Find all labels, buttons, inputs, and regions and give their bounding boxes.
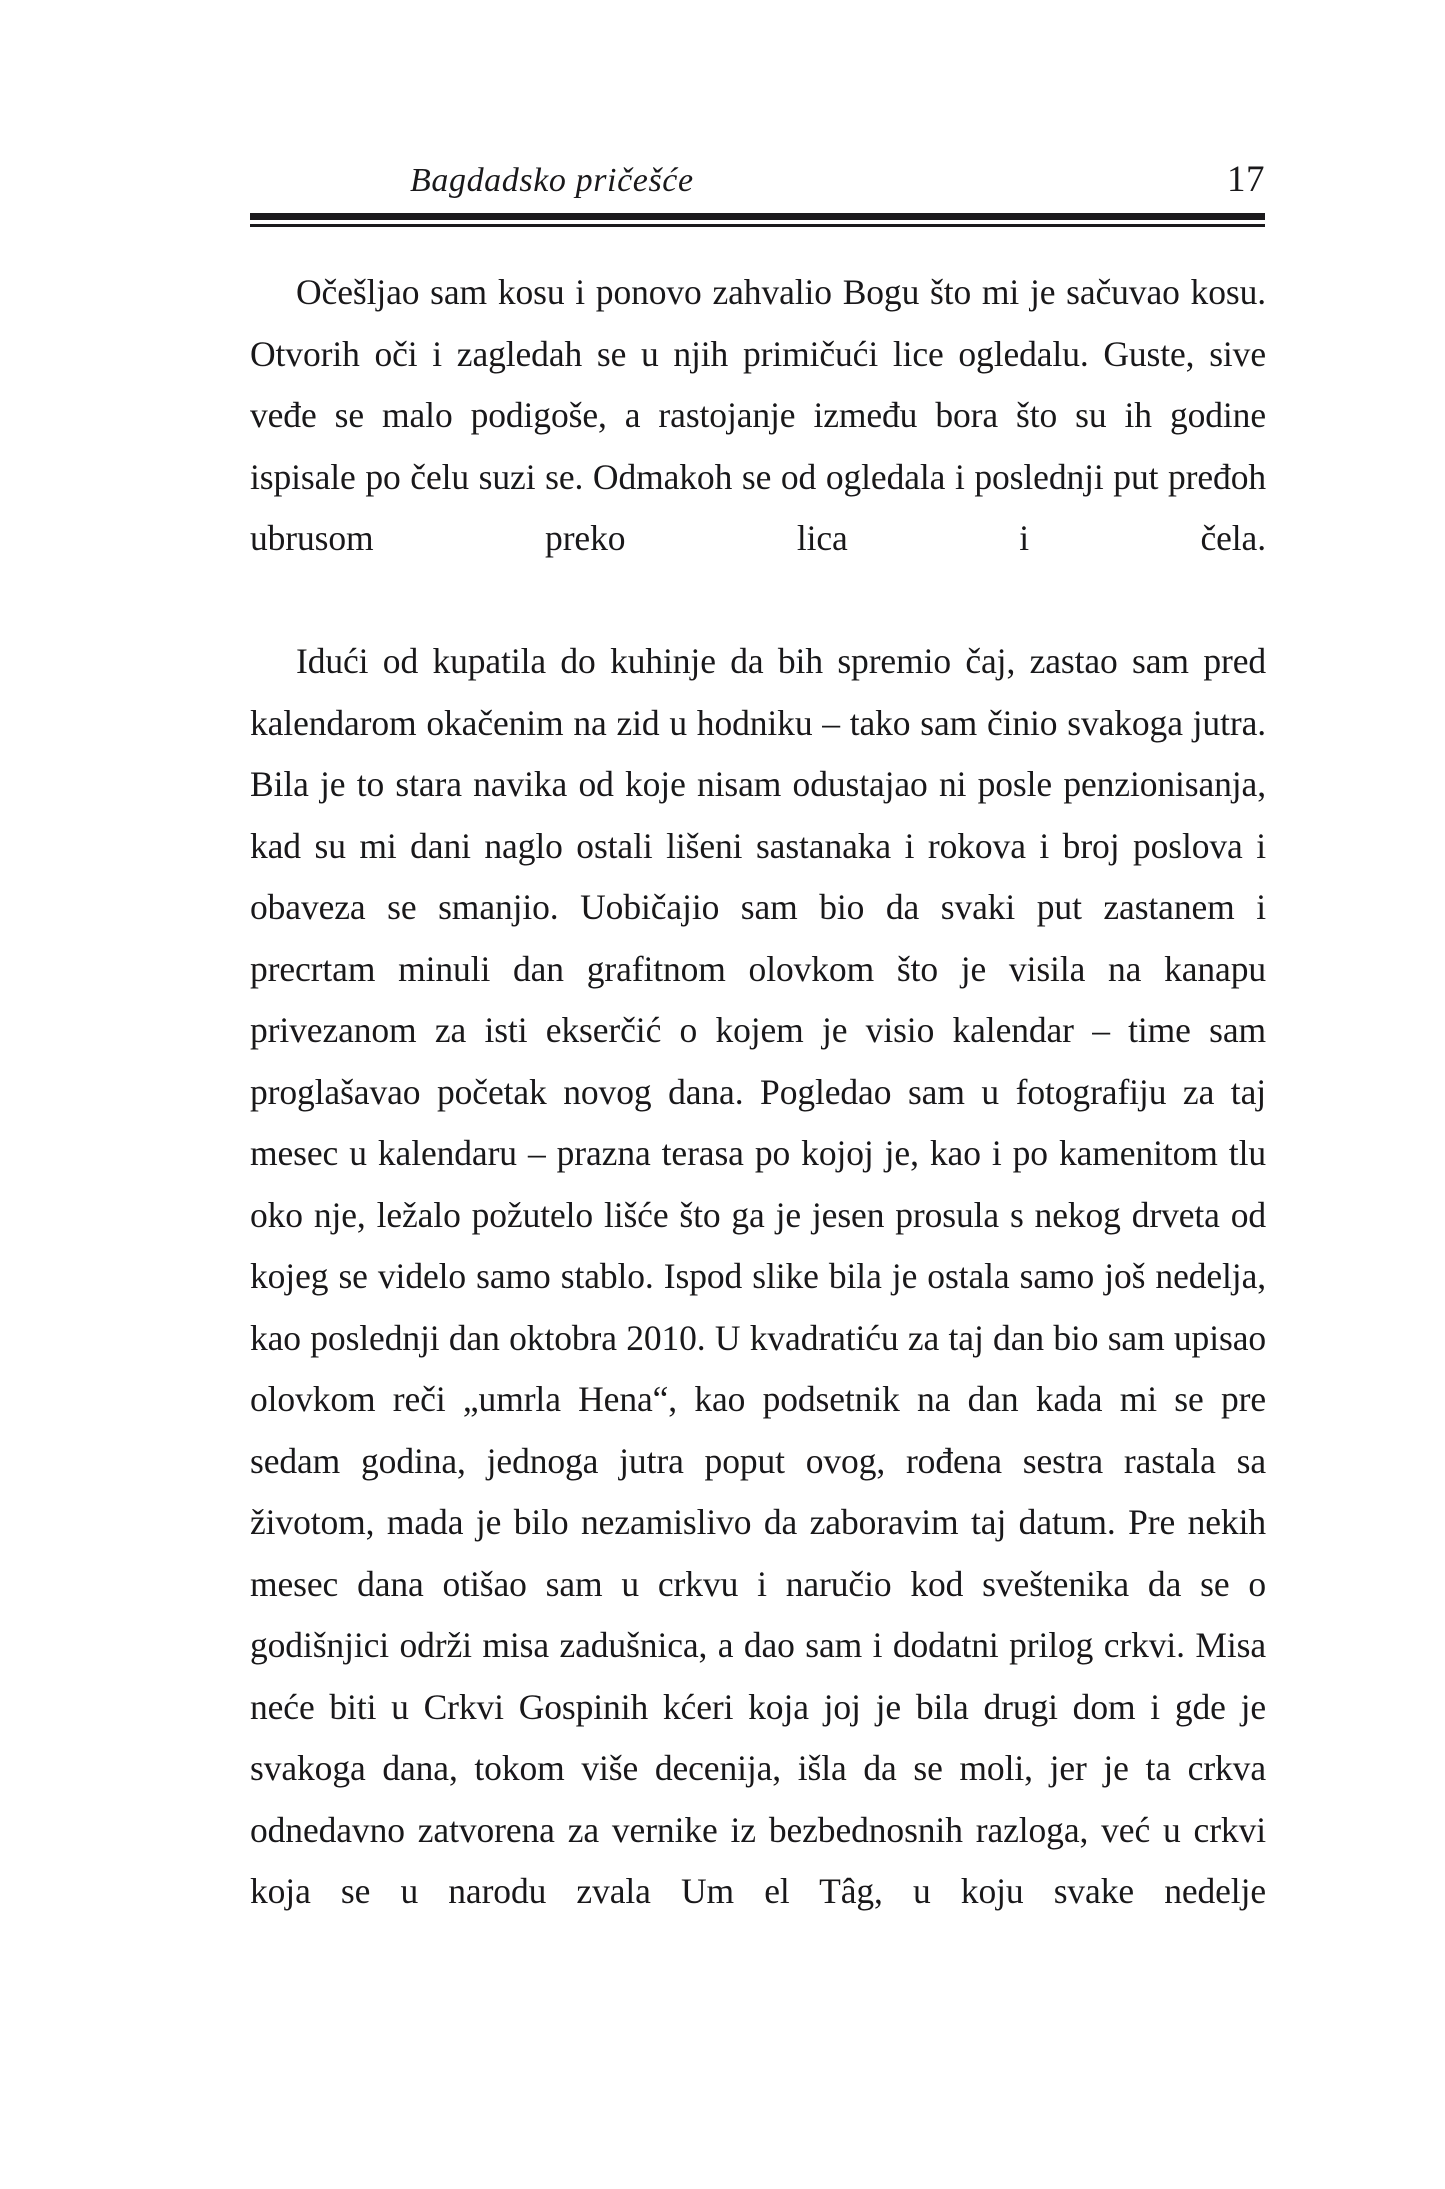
running-head	[250, 140, 1265, 198]
running-head-title: Bagdadsko pričešće	[410, 162, 694, 199]
paragraph: Idući od kupatila do kuhinje da bih spremio čaj, zastao sam pred kalendarom okačenim na zid u hodniku – tako sam činio svakoga jutra. Bila je to stara navika od koje nisam odustajao ni posle penzionisanja, kad su mi dani naglo ostali lišeni sastanaka i rokova i broj poslova i obaveza se smanjio. Uobičajio sam bio da svaki put zastanem i precrtam minuli dan grafitnom olovkom što je visila na kanapu privezanom za isti ekserčić o kojem je visio kalendar – time sam proglašavao početak novog dana. Pogledao sam u fotografiju za taj mesec u kalendaru – prazna terasa po kojoj je, kao i po kamenitom tlu oko nje, ležalo požutelo lišće što ga je jesen prosula s nekog drveta od kojeg se videlo samo stablo. Ispod slike bila je ostala samo još nedelja, kao poslednji dan oktobra 2010. U kvadratiću za taj dan bio sam upisao olovkom reči „umrla Hena“, kao podsetnik na dan kada mi se pre sedam godina, jednoga jutra poput ovog, rođena sestra rastala sa životom, mada je bilo nezamislivo da zaboravim taj datum. Pre nekih mesec dana otišao sam u crkvu i naručio kod sveštenika da se o godišnjici održi misa zadušnica, a dao sam i dodatni prilog crkvi. Misa neće biti u Crkvi Gospinih kćeri koja joj je bila drugi dom i gde je svakoga dana, tokom više decenija, išla da se moli, jer je ta crkva odnedavno zatvorena za vernike iz bezbednosnih razloga, već u crkvi koja se u narodu zvala Um el Tâg, u koju svake nedelje	[250, 641, 1266, 1911]
rule-thick-line	[250, 213, 1265, 220]
header-divider-rule	[250, 213, 1265, 227]
rule-thin-line	[250, 224, 1265, 227]
page-number: 17	[1227, 159, 1265, 200]
paragraph: Očešljao sam kosu i ponovo zahvalio Bogu što mi je sačuvao kosu. Otvorih oči i zagledah se u njih primičući lice ogledalu. Guste, sive veđe se malo podigoše, a rastojanje između bora što su ih godine ispisale po čelu suzi se. Odmakoh se od ogledala i poslednji put pređoh ubrusom preko lica i čela.	[250, 272, 1266, 558]
body-text-column	[250, 262, 1266, 1984]
